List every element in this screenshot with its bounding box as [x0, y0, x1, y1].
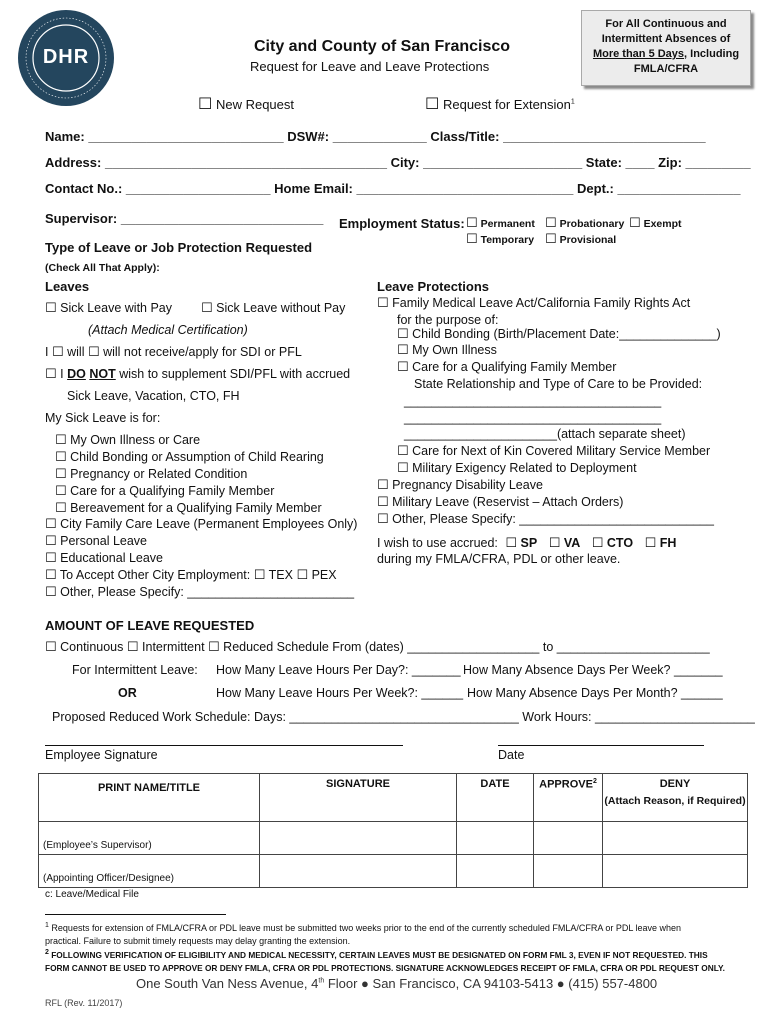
supervisor-label: Supervisor:: [45, 211, 118, 226]
military-exigency-option[interactable]: ☐ Military Exigency Related to Deployment: [397, 461, 637, 476]
footnote-1: $^1$ Requests for extension of FMLA/CFRA or PDL leave must be submitted two weeks prior to the end of the currently scheduled FMLA/CFRA or PDL leave when: [45, 922, 682, 933]
relationship-line-2[interactable]: _____________________________________: [404, 411, 662, 425]
employee-signature-line[interactable]: [45, 745, 403, 746]
dhr-logo: [18, 10, 114, 106]
sick-own-illness[interactable]: ☐ My Own Illness or Care: [55, 433, 201, 448]
zip-label: Zip:: [658, 155, 682, 170]
pdl-option[interactable]: ☐ Pregnancy Disability Leave: [377, 478, 543, 493]
hours-per-day-field[interactable]: How Many Leave Hours Per Day?: _______: [216, 663, 461, 677]
supervisor-deny-cell[interactable]: [603, 822, 748, 855]
contact-field[interactable]: ____________________: [125, 181, 271, 196]
sick-leave-for-label: My Sick Leave is for:: [45, 411, 161, 425]
status-probationary[interactable]: ☐ Probationary: [545, 216, 625, 231]
address-row: [45, 155, 751, 170]
intermittent-label: For Intermittent Leave:: [72, 663, 198, 677]
dsw-field[interactable]: _____________: [332, 129, 427, 144]
date-line[interactable]: [498, 745, 704, 746]
accrued-fh-checkbox[interactable]: ☐: [644, 536, 657, 551]
callout-line: For All Continuous and: [605, 18, 727, 30]
address-field[interactable]: _______________________________________: [104, 155, 387, 170]
supervisor-approve-cell[interactable]: [534, 822, 603, 855]
name-field[interactable]: ___________________________: [88, 129, 284, 144]
fmla-own-illness-option[interactable]: ☐ My Own Illness: [397, 343, 497, 358]
sdi-will-checkbox[interactable]: ☐: [51, 345, 64, 360]
accrued-row: I wish to use accrued: ☐ SP ☐ VA ☐ CTO ☐ FH: [377, 536, 677, 551]
pex-checkbox[interactable]: ☐: [296, 568, 309, 583]
personal-leave-option[interactable]: ☐ Personal Leave: [45, 534, 148, 549]
status-permanent[interactable]: ☐ Permanent: [466, 216, 535, 231]
dept-field[interactable]: _________________: [617, 181, 741, 196]
tex-checkbox[interactable]: ☐: [253, 568, 266, 583]
new-request-checkbox[interactable]: ☐: [198, 94, 213, 113]
sdi-will-not-checkbox[interactable]: ☐: [87, 345, 100, 360]
address-label: Address:: [45, 155, 102, 170]
other-city-employment-option[interactable]: ☐ To Accept Other City Employment: ☐ TEX ☐ PEX: [45, 568, 337, 583]
accrued-cto-checkbox[interactable]: ☐: [591, 536, 604, 551]
appointing-approval-row: [39, 855, 748, 888]
relationship-line-1[interactable]: _____________________________________: [404, 394, 662, 408]
amount-row: ☐ Continuous ☐ Intermittent ☐ Reduced Schedule From (dates) ___________________ to ______________________: [45, 640, 710, 655]
absence-per-week-field[interactable]: How Many Absence Days Per Week? _______: [463, 663, 723, 677]
appointing-date-cell[interactable]: [457, 855, 534, 888]
appointing-approve-cell[interactable]: [534, 855, 603, 888]
page-title: City and County of San Francisco: [254, 38, 511, 55]
supervisor-field[interactable]: ____________________________: [120, 211, 324, 226]
logo-text: DHR: [42, 46, 90, 68]
leave-type-subheading: (Check All That Apply):: [45, 262, 160, 274]
approve-header: APPROVE$^2$: [534, 774, 603, 822]
sick-without-pay-option[interactable]: ☐ Sick Leave without Pay: [201, 301, 346, 316]
sick-pregnancy[interactable]: ☐ Pregnancy or Related Condition: [55, 467, 248, 482]
employment-status-label: Employment Status:: [339, 216, 465, 231]
accrued-sp-checkbox[interactable]: ☐: [505, 536, 518, 551]
or-label: OR: [118, 686, 137, 700]
revision-label: RFL (Rev. 11/2017): [45, 998, 123, 1008]
date-label: Date: [498, 748, 525, 762]
absence-per-month-field[interactable]: How Many Absence Days Per Month? ______: [467, 686, 723, 700]
print-name-header: PRINT NAME/TITLE: [39, 774, 260, 822]
footnote-2-cont: FORM CANNOT BE USED TO APPROVE OR DENY FMLA, CFRA OR PDL PROTECTIONS. SIGNATURE ACKNOWLEDGES RECEIPT OF FMLA, CFRA OR PDL REQUEST ONLY.: [45, 963, 725, 973]
approval-header-row: [39, 774, 748, 822]
fmla-care-family-option[interactable]: ☐ Care for a Qualifying Family Member: [397, 360, 617, 375]
cc-note: c: Leave/Medical File: [45, 889, 139, 900]
signature-header: SIGNATURE: [260, 774, 457, 822]
intermittent-checkbox[interactable]: ☐: [126, 640, 139, 655]
protections-heading: Leave Protections: [377, 279, 489, 294]
date-header: DATE: [457, 774, 534, 822]
attach-cert-note: (Attach Medical Certification): [88, 323, 248, 337]
class-label: Class/Title:: [430, 129, 500, 144]
extension-checkbox[interactable]: ☐: [425, 94, 440, 113]
appointing-row-label[interactable]: (Appointing Officer/Designee): [39, 855, 260, 888]
new-request-label: New Request: [215, 97, 295, 112]
footnote-divider: [45, 914, 226, 915]
office-address: One South Van Ness Avenue, 4th Floor ● San Francisco, CA 94103-5413 ● (415) 557-4800: [136, 976, 658, 991]
extension-option[interactable]: ☐ Request for Extension$^1$: [425, 94, 575, 113]
name-label: Name:: [45, 129, 85, 144]
state-field[interactable]: ____: [625, 155, 655, 170]
callout-line: Intermittent Absences of: [601, 33, 731, 45]
sdi-pfl-row: I ☐ will ☐ will not receive/apply for SDI or PFL: [45, 345, 302, 360]
sick-with-pay-option[interactable]: ☐ Sick Leave with Pay: [45, 301, 172, 316]
supervisor-row-label[interactable]: (Employee’s Supervisor): [39, 822, 260, 855]
employee-signature-label: Employee Signature: [45, 748, 158, 762]
deny-header: DENY (Attach Reason, if Required): [603, 774, 748, 822]
educational-leave-option[interactable]: ☐ Educational Leave: [45, 551, 163, 566]
page-subtitle: Request for Leave and Leave Protections: [250, 59, 490, 74]
sick-bereavement[interactable]: ☐ Bereavement for a Qualifying Family Member: [55, 501, 322, 516]
status-provisional[interactable]: ☐ Provisional: [545, 232, 617, 247]
supervisor-approval-row: [39, 822, 748, 855]
appointing-signature-cell[interactable]: [260, 855, 457, 888]
dsw-label: DSW#:: [287, 129, 330, 144]
leaves-heading: Leaves: [45, 279, 90, 294]
accrued-label: I wish to use accrued:: [377, 536, 498, 550]
new-request-option[interactable]: [198, 94, 294, 113]
contact-label: Contact No.:: [45, 181, 123, 196]
class-field[interactable]: ____________________________: [503, 129, 706, 144]
sick-child-bonding[interactable]: ☐ Child Bonding or Assumption of Child Rearing: [55, 450, 324, 465]
military-leave-option[interactable]: ☐ Military Leave (Reservist – Attach Orders): [377, 495, 624, 510]
supervisor-date-cell[interactable]: [457, 822, 534, 855]
footnote-2: $^2$ FOLLOWING VERIFICATION OF ELIGIBILITY AND MEDICAL NECESSITY, CERTAIN LEAVES MUST BE DESIGNATED ON FORM FML 3, EVEN IF NOT REQUESTED. THIS: [45, 949, 708, 960]
amount-heading: AMOUNT OF LEAVE REQUESTED: [45, 618, 255, 633]
footnote-1-cont: practical. Failure to submit timely requests may delay granting the extension.: [45, 936, 351, 946]
leave-type-heading: Type of Leave or Job Protection Requested: [45, 240, 313, 255]
kin-military-option[interactable]: ☐ Care for Next of Kin Covered Military Service Member: [397, 444, 711, 459]
state-relationship-label: State Relationship and Type of Care to be Provided:: [414, 377, 703, 391]
purpose-label: for the purpose of:: [397, 313, 499, 327]
email-field[interactable]: ______________________________: [356, 181, 574, 196]
fmla-callout: [581, 10, 751, 86]
extension-label: Request for Extension: [442, 97, 571, 112]
sick-care-family[interactable]: ☐ Care for a Qualifying Family Member: [55, 484, 275, 499]
protections-other-option[interactable]: ☐ Other, Please Specify: ____________________________: [377, 512, 714, 527]
fmla-bonding-option[interactable]: ☐ Child Bonding (Birth/Placement Date:______________): [397, 327, 721, 342]
state-label: State:: [585, 155, 622, 170]
callout-line: More than 5 Days, Including: [592, 48, 740, 60]
status-exempt[interactable]: ☐ Exempt: [629, 216, 682, 231]
name-row: [45, 129, 706, 144]
contact-row: [45, 181, 740, 196]
hours-per-week-field[interactable]: How Many Leave Hours Per Week?: ______: [216, 686, 464, 700]
leaves-other-option[interactable]: ☐ Other, Please Specify: ________________________: [45, 585, 355, 600]
accrued-va-checkbox[interactable]: ☐: [548, 536, 561, 551]
supplement-line2: Sick Leave, Vacation, CTO, FH: [67, 389, 240, 403]
city-label: City:: [390, 155, 420, 170]
fmla-option[interactable]: ☐ Family Medical Leave Act/California Family Rights Act: [377, 296, 691, 311]
proposed-schedule-field[interactable]: Proposed Reduced Work Schedule: Days: _________________________________ Work Hours: _______________________: [52, 710, 755, 724]
callout-line: FMLA/CFRA: [633, 63, 699, 75]
dept-label: Dept.:: [577, 181, 614, 196]
email-label: Home Email:: [274, 181, 353, 196]
approval-table: [38, 773, 748, 888]
continuous-checkbox[interactable]: ☐: [45, 640, 57, 655]
status-temporary[interactable]: ☐ Temporary: [466, 232, 535, 247]
city-field[interactable]: ______________________: [423, 155, 583, 170]
accrued-line2: during my FMLA/CFRA, PDL or other leave.: [377, 552, 621, 566]
zip-field[interactable]: _________: [685, 155, 751, 170]
supervisor-row: [45, 211, 323, 226]
supervisor-signature-cell[interactable]: [260, 822, 457, 855]
appointing-deny-cell[interactable]: [603, 855, 748, 888]
relationship-line-3[interactable]: ______________________(attach separate sheet): [404, 427, 686, 441]
supplement-row[interactable]: ☐ I DO NOT wish to supplement SDI/PFL with accrued: [45, 367, 351, 382]
reduced-checkbox[interactable]: ☐: [208, 640, 220, 655]
city-family-care-option[interactable]: ☐ City Family Care Leave (Permanent Employees Only): [45, 517, 358, 532]
